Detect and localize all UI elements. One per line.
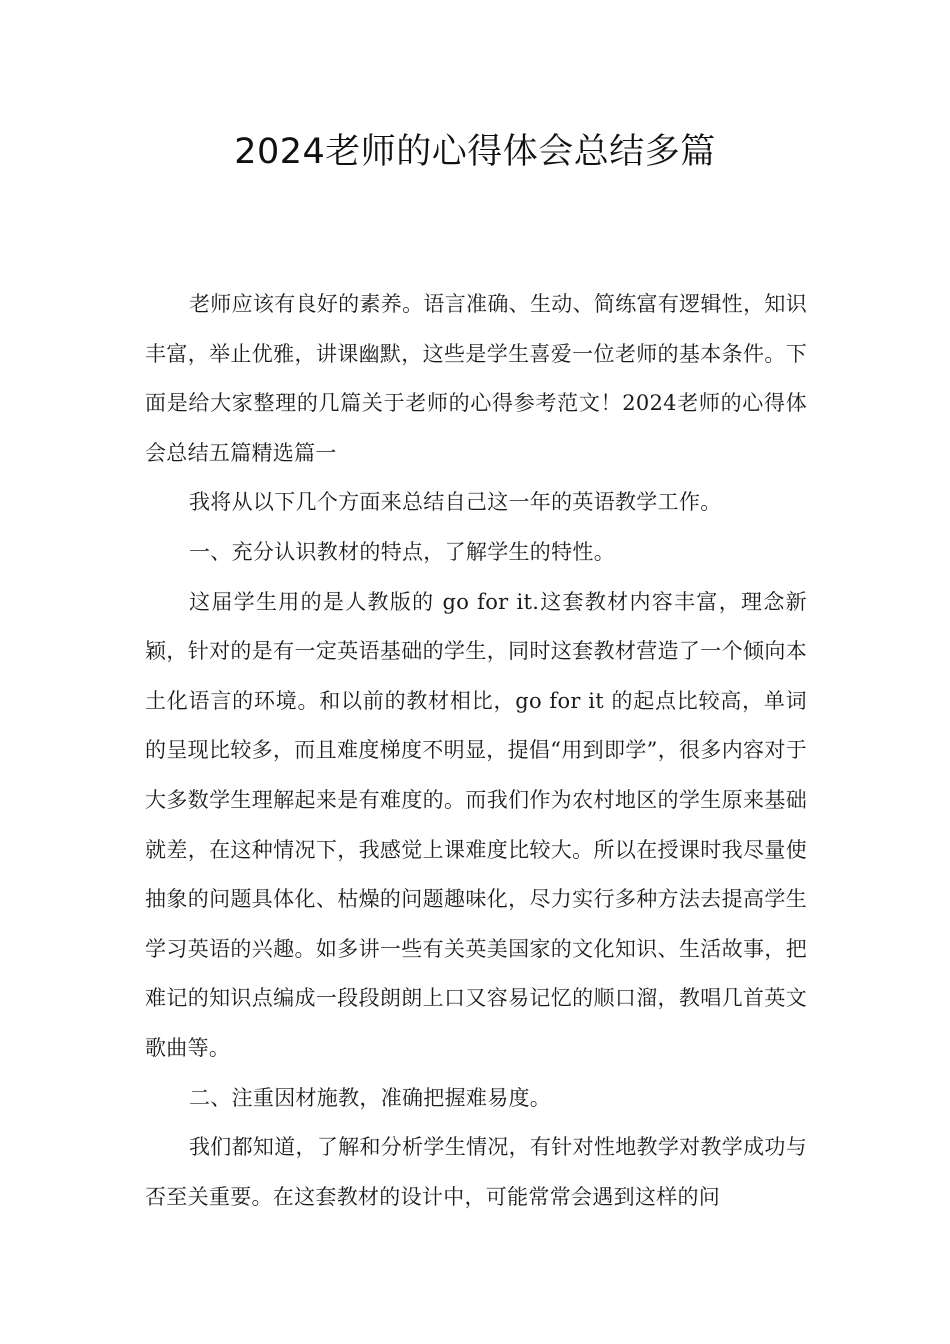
paragraph-intro: 老师应该有良好的素养。语言准确、生动、简练富有逻辑性，知识丰富，举止优雅，讲课幽默，这些是学生喜爱一位老师的基本条件。下面是给大家整理的几篇关于老师的心得参考范文！2024老师的心得体会总结五篇精选篇一 (145, 292, 807, 465)
section-heading-2: 二、注重因材施教，准确把握难易度。 (189, 1085, 552, 1110)
document-body (145, 280, 807, 1222)
document-title: 2024老师的心得体会总结多篇 (234, 132, 716, 172)
paragraph-overview: 我将从以下几个方面来总结自己这一年的英语教学工作。 (189, 490, 722, 515)
paragraph-students: 我们都知道，了解和分析学生情况，有针对性地教学对教学成功与否至关重要。在这套教材的设计中，可能常常会遇到这样的问 (145, 1135, 807, 1209)
section-heading-1: 一、充分认识教材的特点，了解学生的特性。 (189, 539, 615, 564)
paragraph-textbook: 这届学生用的是人教版的 go for it.这套教材内容丰富，理念新颖，针对的是有一定英语基础的学生，同时这套教材营造了一个倾向本土化语言的环境。和以前的教材相比，go for it 的起点比较高，单词的呈现比较多，而且难度梯度不明显，提倡“用到即学”，很多内容对于大多数学生理解起来是有难度的。而我们作为农村地区的学生原来基础就差，在这种情况下，我感觉上课难度比较大。所以在授课时我尽量使抽象的问题具体化、枯燥的问题趣味化，尽力实行多种方法去提高学生学习英语的兴趣。如多讲一些有关英美国家的文化知识、生活故事，把难记的知识点编成一段段朗朗上口又容易记忆的顺口溜，教唱几首英文歌曲等。 (145, 589, 807, 1060)
